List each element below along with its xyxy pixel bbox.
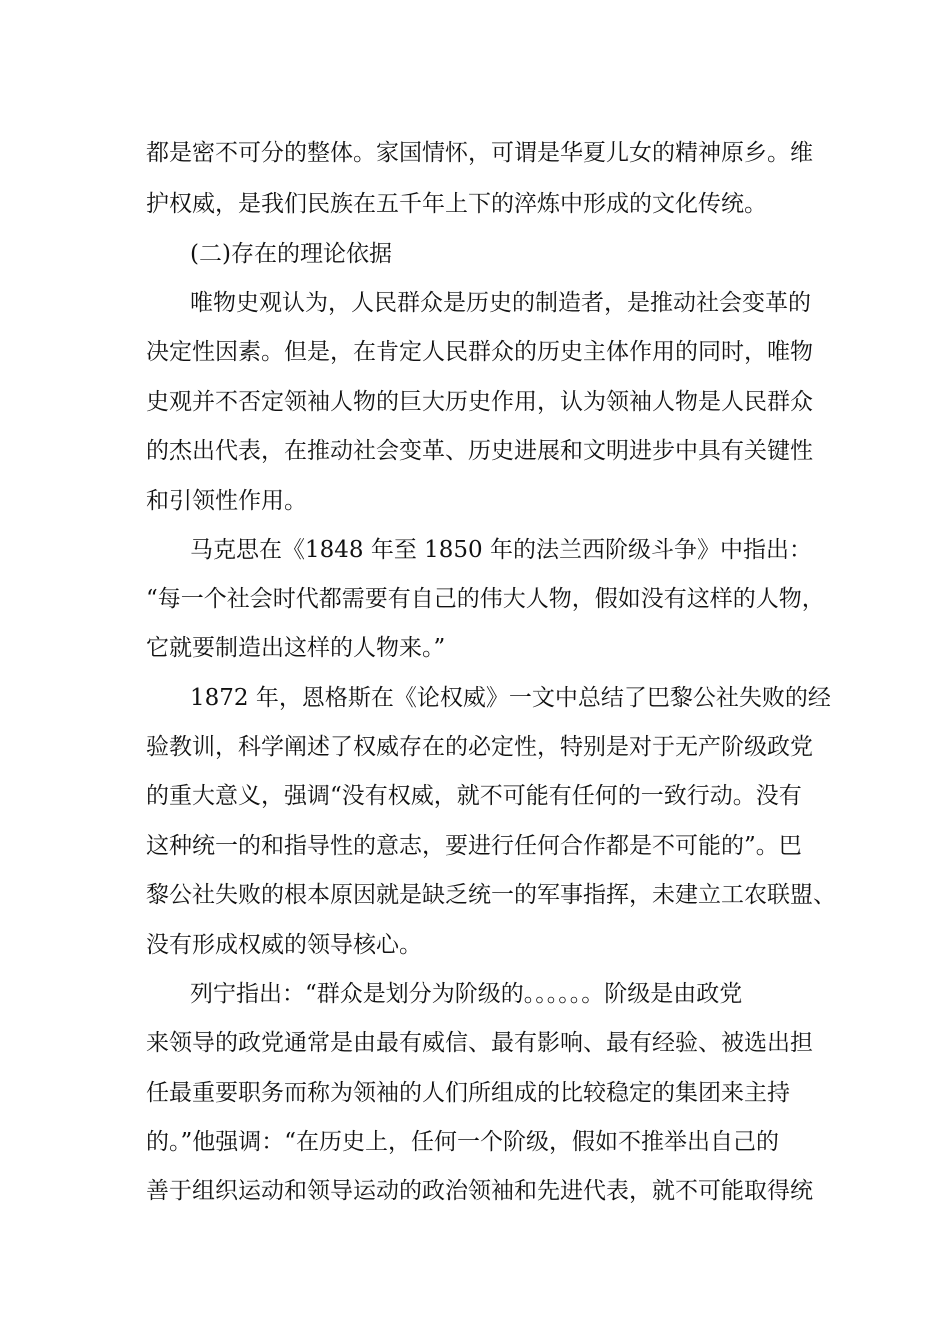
text-line: 列宁指出：“群众是划分为阶级的。。。。。。阶级是由政党 (190, 981, 743, 1007)
text-line: “每一个社会时代都需要有自己的伟大人物，假如没有这样的人物， (146, 586, 825, 612)
text-line: 史观并不否定领袖人物的巨大历史作用，认为领袖人物是人民群众 (146, 389, 813, 415)
text-line: 这种统一的和指导性的意志，要进行任何合作都是不可能的”。巴 (146, 833, 802, 859)
text-line: 它就要制造出这样的人物来。” (146, 635, 446, 661)
text-line: 的重大意义，强调“没有权威，就不可能有任何的一致行动。没有 (146, 783, 802, 809)
text-line: 黎公社失败的根本原因就是缺乏统一的军事指挥，未建立工农联盟、 (146, 882, 836, 908)
text-line: 没有形成权威的领导核心。 (146, 932, 422, 958)
text-line: 护权威，是我们民族在五千年上下的淬炼中形成的文化传统。 (146, 191, 767, 217)
text-line: 1872 年，恩格斯在《论权威》一文中总结了巴黎公社失败的经 (190, 685, 831, 711)
section-heading: (二)存在的理论依据 (190, 241, 392, 267)
text-line: 的。”他强调：“在历史上，任何一个阶级，假如不推举出自己的 (146, 1129, 780, 1155)
text-line: 任最重要职务而称为领袖的人们所组成的比较稳定的集团来主持 (146, 1080, 790, 1106)
text-line: 马克思在《1848 年至 1850 年的法兰西阶级斗争》中指出： (190, 537, 812, 563)
text-line: 的杰出代表，在推动社会变革、历史进展和文明进步中具有关键性 (146, 438, 813, 464)
text-line: 唯物史观认为，人民群众是历史的制造者，是推动社会变革的 (190, 290, 811, 316)
text-line: 善于组织运动和领导运动的政治领袖和先进代表，就不可能取得统 (146, 1178, 813, 1204)
text-line: 和引领性作用。 (146, 488, 307, 514)
text-line: 都是密不可分的整体。家国情怀，可谓是华夏儿女的精神原乡。维 (146, 140, 813, 166)
text-line: 来领导的政党通常是由最有威信、最有影响、最有经验、被选出担 (146, 1030, 813, 1056)
text-line: 验教训，科学阐述了权威存在的必定性，特别是对于无产阶级政党 (146, 734, 813, 760)
text-line: 决定性因素。但是，在肯定人民群众的历史主体作用的同时，唯物 (146, 339, 813, 365)
